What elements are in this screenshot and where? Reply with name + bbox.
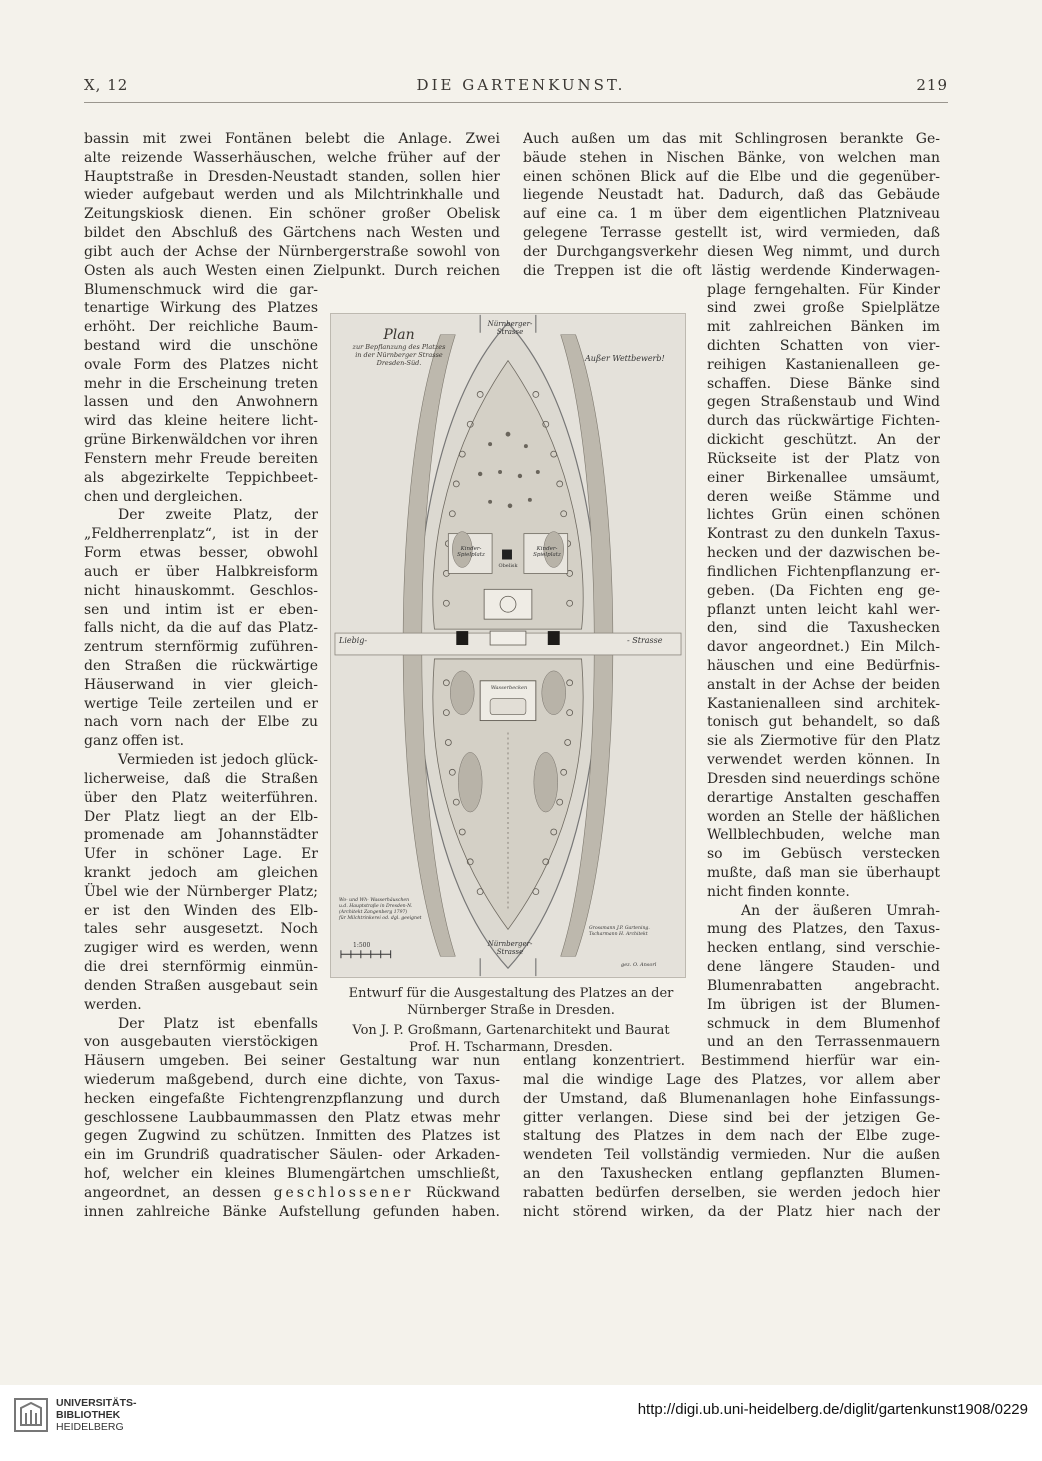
body-text-line: mußte, daß man sie überhaupt <box>707 864 940 881</box>
body-text-line: innen zahlreiche Bänke Aufstellung gefunden haben. <box>84 1203 500 1220</box>
university-library-logo-icon <box>14 1398 48 1432</box>
body-text-line: Fenstern mehr Freude bereiten <box>84 450 318 467</box>
body-text-line: Blumenrabatten angebracht. <box>707 977 940 994</box>
header-journal-title: DIE GARTENKUNST. <box>416 76 626 94</box>
body-text-line: Der Platz liegt an der Elb- <box>84 808 318 825</box>
body-text-line: ganz offen ist. <box>84 733 185 750</box>
plan-signature: Grossmann J.P. Gartening. Tscharmann H. Architekt <box>589 926 650 937</box>
body-text-line: den, sind die Taxushecken <box>707 620 940 637</box>
text-run: Rückwand <box>425 1184 500 1201</box>
body-text-line: auch er über Halbkreisform <box>84 563 318 580</box>
body-text-line: Auch außen um das mit Schlingrosen berankte Ge- <box>523 131 940 147</box>
body-text-line: geschlossene Laubbaummassen den Platz etwas mehr <box>84 1109 500 1126</box>
body-text-line: die Treppen ist die oft lästig werdende Kinderwagen- <box>523 262 940 279</box>
body-text-line: chen und dergleichen. <box>84 488 243 505</box>
body-text-line: auf eine ca. 1 m über dem eigentlichen Platzniveau <box>523 206 940 223</box>
body-text-line: von ausgebauten vierstöckigen <box>84 1034 318 1051</box>
body-text-line: an den Taxushecken entlang gepflanzten Blumen- <box>523 1166 940 1183</box>
body-text-line: zugiger wird es werden, wenn <box>84 940 318 957</box>
body-text-line: anstalt in der Achse der beiden <box>707 676 940 693</box>
body-text-line: sen und intim ist er eben- <box>84 601 318 618</box>
body-text-line: gegen Straßenstaub und Wind <box>707 394 940 411</box>
body-text-line: so im Gebüsch verstecken <box>707 846 940 863</box>
caption-line: Prof. H. Tscharmann, Dresden. <box>409 1040 613 1055</box>
body-text-line: ein im Grundriß quadratischer Säulen- oder Arkaden- <box>84 1147 500 1164</box>
body-text-line: und an den Terrassenmauern <box>707 1034 940 1051</box>
body-text-line: gitter verlangen. Diese sind bei der jetzigen Ge- <box>523 1109 940 1126</box>
body-text-line: Rückseite ist der Platz von <box>707 450 940 467</box>
library-name-line: UNIVERSITÄTS- <box>56 1397 137 1409</box>
body-text-line: die drei sternförmig einmün- <box>84 959 318 976</box>
body-text-line: entlang konzentriert. Bestimmend hierfür war ein- <box>523 1053 940 1070</box>
body-text-line: nicht störend wirken, da der Platz hier nach der <box>523 1203 940 1220</box>
body-text-line: lichtes Grün einen schönen <box>707 507 940 524</box>
caption-line: Von J. P. Großmann, Gartenarchitekt und Baurat <box>352 1023 670 1038</box>
body-text-line: wertige Teile zerteilen und er <box>84 695 318 712</box>
body-text-line: Vermieden ist jedoch glück- <box>118 752 318 769</box>
body-text-line: liegende Neustadt hat. Dadurch, daß das Gebäude <box>523 187 940 204</box>
body-text-line: durch das rückwärtige Fichten- <box>707 413 940 430</box>
source-url-link[interactable]: http://digi.ub.uni-heidelberg.de/diglit/gartenkunst1908/0229 <box>637 1401 1028 1418</box>
body-text-line: worden an Stelle der häßlichen <box>707 808 940 825</box>
body-text-line: über den Platz weiterführen. <box>84 789 318 806</box>
street-label-bottom: Nürnberger- Strasse <box>487 940 533 956</box>
body-text-line: bäude stehen in Nischen Bänke, von welchen man <box>523 149 940 166</box>
body-text-line: Kastanienalleen sind architek- <box>707 695 940 712</box>
plan-note: Wo- und Wh- Wasserhäuschen u.d. Hauptstraße in Dresden-N. (Architekt Zangenberg 1797) für Milchtrinkerei od. dgl. geeignet <box>339 898 422 921</box>
body-text-line: mit zahlreichen Bänken im <box>707 319 940 336</box>
body-text-line: einer Birkenallee umsäumt, <box>707 469 940 486</box>
body-text-line: findlichen Fichtenpflanzung er- <box>707 563 940 580</box>
body-text-line: derartige Anstalten geschaffen <box>707 789 940 806</box>
body-text-line: Kontrast zu den dunkeln Taxus- <box>707 526 940 543</box>
body-text-line: tales sehr ausgesetzt. Noch <box>84 921 318 938</box>
body-text-line: Übel wie der Nürnberger Platz; <box>84 883 318 900</box>
body-text-line: erhöht. Der reichliche Baum- <box>84 319 318 336</box>
body-text-line: denden Straßen ausgebaut sein <box>84 977 318 994</box>
body-text-line: Im übrigen ist der Blumen- <box>707 996 940 1013</box>
body-text-line: nach vorn nach der Elbe zu <box>84 714 318 731</box>
body-text-line: Der Platz ist ebenfalls <box>118 1015 318 1032</box>
body-text-line: ovale Form des Platzes nicht <box>84 356 318 373</box>
basin-label: Wasserbecken <box>490 685 528 691</box>
plan-title-line: Plan <box>383 327 415 343</box>
body-text-line: sind zwei große Spielplätze <box>707 300 940 317</box>
body-text-line: bildet den Abschluß des Gärtchens nach Westen und <box>84 225 500 242</box>
body-text-line: wiederum maßgebend, durch eine dichte, von Taxus- <box>84 1072 500 1088</box>
body-text-line: nicht finden konnte. <box>707 883 850 900</box>
body-text-line: promenade am Johannstädter <box>84 827 318 844</box>
body-text-line: gelegene Terrasse gestellt ist, wird vermieden, daß <box>523 225 940 242</box>
header-page-number: 219 <box>916 76 948 94</box>
body-text-line: rabatten bedürfen derselben, sie werden jedoch hier <box>523 1184 940 1201</box>
body-text-line: er ist den Winden des Elb- <box>84 902 318 919</box>
body-text-line: davor angeordnet.) Ein Milch- <box>707 639 940 656</box>
body-text-line: hecken und der dazwischen be- <box>707 545 940 562</box>
body-text-line: verwendet werden können. In <box>707 752 940 769</box>
body-text-line: sie als Ziermotive für den Platz <box>707 733 940 750</box>
body-text-line: hecken entlang, sind verschie- <box>707 940 940 957</box>
plan-title-line: zur Bepflanzung des Platzes <box>352 343 446 351</box>
body-text-line: der Durchgangsverkehr diesen Weg nimmt, und durch <box>523 243 940 260</box>
body-text-line: reihigen Kastanienalleen ge- <box>707 356 940 373</box>
garden-plan-drawing <box>331 314 685 977</box>
body-text-line: mehr in die Erscheinung treten <box>84 375 318 392</box>
body-text-line: hof, welcher ein kleines Blumengärtchen umschließt, <box>84 1166 500 1183</box>
body-text-line: Wellblechbuden, welche man <box>707 827 940 844</box>
body-text-line: dickicht geschützt. An der <box>707 432 940 449</box>
header-volume: X, 12 <box>84 76 129 94</box>
body-text-line: An der äußeren Umrah- <box>741 902 940 919</box>
body-text-line: schmuck in dem Blumenhof <box>707 1015 940 1032</box>
body-text-line: einen schönen Blick auf die Elbe und die gegenüber- <box>523 168 940 185</box>
body-text-line: pflanzt unten leicht kahl wer- <box>707 601 940 618</box>
body-text-line: alte reizende Wasserhäuschen, welche früher auf der <box>84 149 500 166</box>
obelisk-label: Obelisk <box>498 563 518 569</box>
body-text-line: schaffen. Diese Bänke sind <box>707 375 940 392</box>
body-text-line: dene längere Stauden- und <box>707 959 940 976</box>
body-text-line: plage ferngehalten. Für Kinder <box>707 281 940 298</box>
body-text-line: werden. <box>84 996 142 1013</box>
body-text-line: staltung des Platzes in dem nach der Elbe zuge- <box>523 1128 940 1145</box>
body-text-line: grüne Birkenwäldchen vor ihren <box>84 432 318 449</box>
body-text-line: licherweise, daß die Straßen <box>84 770 318 787</box>
body-text-line: lassen und den Anwohnern <box>84 394 318 411</box>
body-text-line: Osten als auch Westen einen Zielpunkt. Durch reichen <box>84 262 500 279</box>
body-text-line: bassin mit zwei Fontänen belebt die Anlage. Zwei <box>84 131 500 147</box>
playground-label-right: Kinder- Spielplatz <box>533 546 561 558</box>
competition-note: Außer Wettbewerb! <box>585 354 665 363</box>
body-text-line: Ufer in schöner Lage. Er <box>84 846 318 863</box>
body-text-line: hecken eingefaßte Fichtengrenzpflanzung und durch <box>84 1090 500 1107</box>
body-text-line: mung des Platzes, den Taxus- <box>707 921 940 938</box>
body-text-line: bestand wird die unschöne <box>84 338 318 355</box>
body-text-line <box>84 1184 500 1203</box>
body-text-line: Der zweite Platz, der <box>118 507 318 524</box>
library-footer <box>0 1385 1042 1461</box>
body-text-line: nicht hinauskommt. Geschlos- <box>84 582 318 599</box>
body-text-line: gegen Zugwind zu schützen. Inmitten des Platzes ist <box>84 1128 500 1145</box>
body-text-line: wird das kleine heitere licht- <box>84 413 318 430</box>
body-text-line: wieder aufgebaut werden und als Milchtrinkhalle und <box>84 187 500 204</box>
street-label-left: Liebig- <box>339 636 368 645</box>
body-text-line: der Umstand, daß Blumenanlagen hohe Einfassungs- <box>523 1090 940 1107</box>
body-text-line: Zeitungskiosk dienen. Ein schöner großer Obelisk <box>84 206 500 223</box>
street-label-right: - Strasse <box>627 636 663 645</box>
body-text-line: Blumenschmuck wird die gar- <box>84 281 318 298</box>
body-text-line: häuschen und eine Bedürfnis- <box>707 657 940 674</box>
body-text-line: Form etwas besser, obwohl <box>84 545 318 562</box>
body-text-line: falls nicht, da die auf das Platz- <box>84 620 318 637</box>
plan-title-line: Dresden-Süd. <box>376 359 422 367</box>
garden-plan-figure <box>330 313 686 978</box>
body-text-line: „Feldherrenplatz“, ist in der <box>84 526 318 543</box>
plan-title-line: in der Nürnberger Strasse <box>355 351 443 359</box>
body-text-line: geben. (Da Fichten eng ge- <box>707 582 940 599</box>
street-label-top: Nürnberger- Strasse <box>487 320 533 336</box>
library-name <box>56 1397 137 1433</box>
spaced-emphasis-text: geschlossener <box>273 1184 414 1201</box>
plan-title <box>339 328 459 367</box>
library-name-line: BIBLIOTHEK <box>56 1409 121 1421</box>
text-run: angeordnet, an dessen <box>84 1184 262 1201</box>
library-name-line: HEIDELBERG <box>56 1421 124 1433</box>
playground-label-left: Kinder- Spielplatz <box>457 546 485 558</box>
body-text-line: Häusern umgeben. Bei seiner Gestaltung war nun <box>84 1053 500 1070</box>
plan-drawer: gez. O. Ansorl <box>621 962 657 968</box>
scale-label: 1:500 <box>353 942 371 949</box>
body-text-line: gibt auch der Achse der Nürnbergerstraße sowohl von <box>84 243 500 260</box>
body-text-line: den Straßen die rückwärtige <box>84 657 318 674</box>
body-text-line: dichten Schatten von vier- <box>707 338 940 355</box>
header-rule <box>84 102 948 103</box>
body-text-line: tenartige Wirkung des Platzes <box>84 300 318 317</box>
body-text-line: als abgezirkelte Teppichbeet- <box>84 469 318 486</box>
body-text-line: tonisch gut behandelt, so daß <box>707 714 940 731</box>
body-text-line: deren weiße Stämme und <box>707 488 940 505</box>
body-text-line: Häuserwand in vier gleich- <box>84 676 318 693</box>
caption-line: Entwurf für die Ausgestaltung des Platzes an der <box>348 986 674 1001</box>
body-text-line: Dresden sind neuerdings schöne <box>707 770 940 787</box>
caption-line: Nürnberger Straße in Dresden. <box>407 1003 615 1018</box>
body-text-line: wendeten Teil vollständig vermieden. Nur die außen <box>523 1147 940 1164</box>
body-text-line: Hauptstraße in Dresden-Neustadt standen, sollen hier <box>84 168 500 185</box>
body-text-line: mal die windige Lage des Platzes, vor allem aber <box>523 1072 940 1088</box>
body-text-line: zentrum sternförmig zuführen- <box>84 639 318 656</box>
body-text-line: krankt jedoch am gleichen <box>84 864 318 881</box>
